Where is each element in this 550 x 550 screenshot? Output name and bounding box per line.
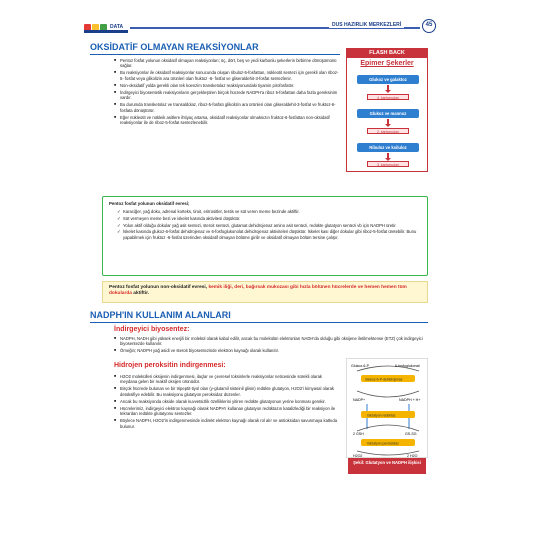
section1-bullet-list: [114, 58, 340, 127]
epimer-pair-1: Glukoz ve galaktoz: [357, 75, 419, 84]
list-item: ■ Örneğin; NADPH yağ asidi ve steroit biyosentezinde elektron kaynağı olarak kullanılır.: [114, 348, 428, 353]
list-item: ✓ İskelet kasında glukoz-6-fosfat dehidrojenaz ve 6-fosfoglukonolat dehidrojenaz aktiviteleri düşüktür. İskelet kası diğer dokular gibi riboz-5-fosfat üretebilir. Bunu yapabilmek için fruktoz -6-fosfat üzerinden oksidatif olmayan bölüme girilir ve oksidatif olmayan bölüm tersine çalışır.: [117, 229, 423, 240]
flashback-title: Epimer Şekerler: [360, 60, 414, 67]
subheading-peroxide: Hidrojen peroksitin indirgenmesi:: [114, 362, 226, 369]
section-rule: [90, 322, 428, 323]
oxidative-phase-heading: Pentoz fosfat yolunun oksidatif evresi;: [109, 201, 190, 206]
subheading-reductive: İndirgeyici biyosentez:: [114, 326, 190, 333]
epimer-pair-3: Ribuloz ve ksiluloz: [357, 143, 419, 152]
header-bar: [84, 18, 436, 38]
section-rule: [90, 54, 340, 55]
label-gr: Glutatyon redüktaz: [367, 413, 396, 418]
reductive-bullet-list: [114, 336, 428, 355]
nonoxidative-phase-note: [102, 281, 428, 303]
label-h2o2: H2O2: [353, 454, 363, 458]
down-arrow-icon: [387, 85, 389, 90]
list-item: ■ İndirgeyici biyosentetik reaksiyonların gerçekleştiren birçok hücrede NADPH'a riboz 5-fosfattan daha fazla gereksinim vardır.: [114, 90, 340, 101]
flashback-box: [346, 48, 428, 172]
epimer-pair-2: Glukoz ve mannoz: [357, 109, 419, 118]
note-lead: Pentoz fosfat yolunun non-oksidatif evresi,: [109, 285, 208, 290]
down-arrow-icon: [387, 153, 389, 158]
list-item: ■ Eğer nükleotit ve nükleik asitlere ihtiyaç artarsa, oksidatif reaksiyonlar olmaksızın fruktoz-6-fosfattan non-oksidatif reaksiyonlar ile de riboz-5-fosfat sentezlenebilir.: [114, 115, 340, 126]
list-item: ■ NADPH, NADH gibi yüksek enerjili bir molekül olarak kabul edilir, ancak bu molekülün elektronları NADH'da olduğu gibi oksijene iletilmektense (ETZ) çok indirgeyici biyosentezde kullanılır.: [114, 336, 428, 347]
list-item: ■ Bu reaksiyonlar ile oksidatif reaksiyonlar sonucunda oluşan ribuloz-5-fosfattan, nükleotit sentezi için gerekli olan riboz-5- fosfat veya glikolizin ara ürünleri olan fruktoz -6- fosfat ve gliseraldehit-3-fosfat sentezlenir.: [114, 70, 340, 81]
page-number: 45: [422, 19, 436, 33]
note-tail: aktiftir.: [133, 291, 150, 296]
list-item: ■ Hücrelerimiz, indirgeyici elektron kaynağı olarak NADPH'ı kullanan glutatyon redüktazın katalizlediği bir reaksiyon ile tekrardan redükte glutatyonu sentezler.: [114, 406, 340, 417]
label-h2o: 2 H2O: [407, 454, 418, 458]
section-title-oxidative: OKSİDATİF OLMAYAN REAKSİYONLAR: [90, 42, 259, 52]
cycle-diagram: [347, 359, 429, 459]
logo-underline: [84, 30, 128, 33]
logo-text: DATA: [110, 24, 124, 30]
label-6pg: 6-fosfoglukonat: [395, 364, 420, 368]
flashback-head: FLASH BACK: [347, 49, 427, 58]
oxidative-phase-list: [117, 209, 423, 242]
oxidative-phase-box: [102, 196, 428, 276]
label-gssg: GS-SG: [405, 432, 417, 436]
note-highlight: kemik iliği, deri, bağırsak mukozası gibi hızla bölünen hücrelerde ve hemen hemen tüm dokularda: [109, 285, 407, 296]
label-g6pd: Glukoz-6-P-dehidrojenaz: [365, 377, 403, 382]
publisher-logo: [84, 20, 128, 34]
glutathione-nadph-figure: [346, 358, 428, 458]
list-item: ✓ Yolun aktif olduğu dokular yağ asit sentezi, steroit sentezi, glutamat dehidrojenaz amino asit sentezi, redükte glutatyon sentezi vb için NADPH üretir.: [117, 223, 423, 228]
list-item: ■ Bu durumda transketolaz ve transaldolaz, riboz-5-fosfatı glikolizin ara ürünleri olan gliseraldehit-3-fosfat ve fruktoz-6- fosfata dönüştürür.: [114, 102, 340, 113]
list-item: ■ Non-oksidatif yolda gerekli olan tek koenzim transketolaz reaksiyonundaki tiyamin pirofosfattır.: [114, 83, 340, 88]
page: [84, 18, 436, 538]
list-item: ✓ Süt vermeyen meme bezi ve iskelet kasında aktivitesi düşüktür.: [117, 216, 423, 221]
list-item: ■ Birçok hücrede bulunan ve bir tripeptit-tiyol olan (γ-glutamil sisteinil glisin) redükte glutatyon, H2O2'i kimyasal olarak detoksifiye edebilir. Bu reaksiyonu glutatyon peroksidaz düzenler.: [114, 386, 340, 397]
reaction-arc-nadp: [357, 391, 419, 397]
label-nadp: NADP+: [353, 398, 366, 402]
epimer-note-3: 3. karbonudan: [367, 161, 409, 167]
peroxide-bullet-list: [114, 374, 340, 431]
label-g6p: Glukoz-6-P: [351, 364, 369, 368]
header-title: DUS HAZIRLIK MERKEZLERİ: [329, 22, 404, 28]
list-item: ■ H2O2 molekülleri oksijenin indirgenmesi, ilaçlar ve çevresel toksinlerle reaksiyonlar neticesinde sürekli olarak meydana gelen bir reaktif oksijen ürünüdür.: [114, 374, 340, 385]
list-item: ■ Ancak bu reaksiyonda okside olarak kuvvetsizlik özelliklerini yitiren redükte glutatyonun yerine konması gerekir.: [114, 399, 340, 404]
epimer-note-1: 4. karbonudan: [367, 94, 409, 100]
label-gsh: 2 GSH: [353, 432, 364, 436]
epimer-note-2: 2. karbonudan: [367, 128, 409, 134]
list-item: ✓ Karaciğer, yağ doku, adrenal korteks, tiroit, eritrositler, testis ve süt veren meme bezinde aktiftir.: [117, 209, 423, 214]
list-item: ■ Böylece NADPH, H2O2'in indirgenmesinde indirekt elektron kaynağı olarak rol alır ve antioksidan savunmaya katkıda bulunur.: [114, 418, 340, 429]
reaction-arc-gsh: [357, 425, 419, 431]
label-nadph: NADPH + H+: [399, 398, 421, 402]
down-arrow-icon: [387, 119, 389, 124]
label-gpx: Glutatyon peroksidaz: [367, 441, 399, 446]
list-item: ■ Pentoz fosfat yolunun oksidatif olmayan reaksiyonları; üç, dört, beş ve yedi karbonlu şekerlerin birbirine dönüşümünü sağlar.: [114, 58, 340, 69]
figure-caption: Şekil: Glutatyon ve NADPH ilişkisi: [348, 458, 426, 474]
section-title-nadph: NADPH'IN KULLANIM ALANLARI: [90, 310, 231, 320]
